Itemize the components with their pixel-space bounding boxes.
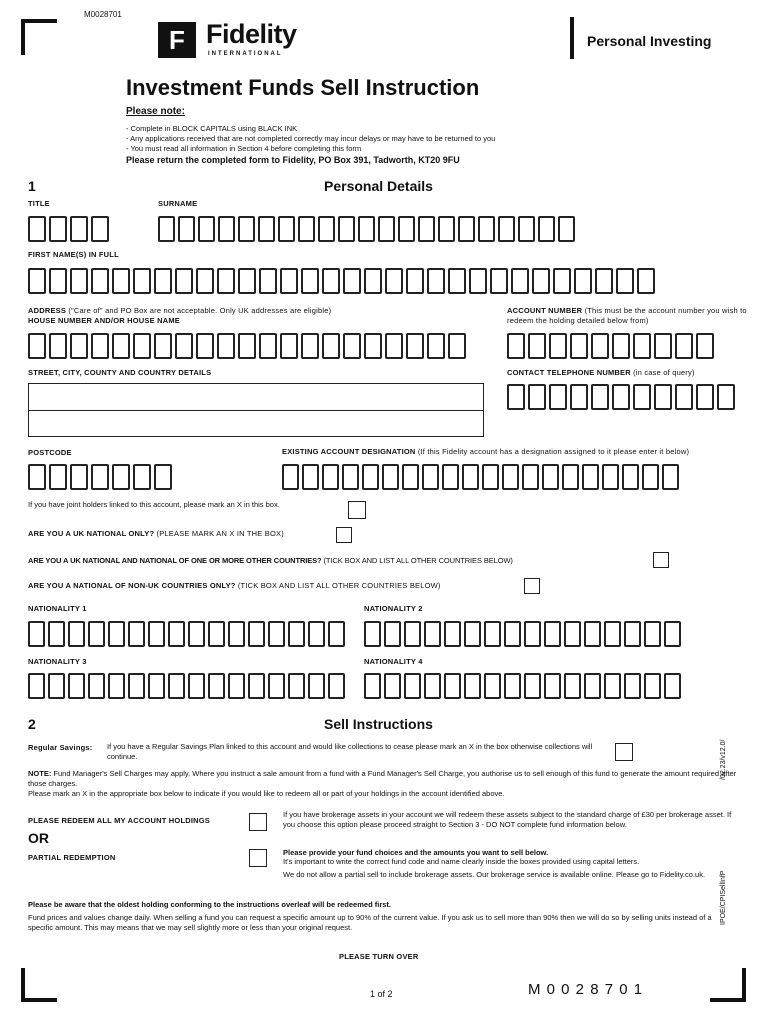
nationality-1-input[interactable] (28, 621, 348, 647)
address-label-note: ("Care of" and PO Box are not acceptable. Only UK addresses are eligible) (66, 306, 332, 315)
nationality-3-label: NATIONALITY 3 (28, 657, 87, 666)
surname-label: SURNAME (158, 199, 198, 208)
joint-holders-text: If you have joint holders linked to this account, please mark an X in this box. (28, 500, 280, 509)
account-label-note: (This must be the account number you wish to redeem the holding detailed below from) (507, 306, 747, 325)
mark-box-text: Please mark an X in the appropriate box below to indicate if you would like to redeem all or part of your holdings in the account identified above. (28, 789, 505, 798)
account-number-label (507, 306, 747, 326)
phone-label-bold: CONTACT TELEPHONE NUMBER (507, 368, 631, 377)
street-label: STREET, CITY, COUNTY AND COUNTRY DETAILS (28, 368, 212, 377)
nationality-1-label: NATIONALITY 1 (28, 604, 87, 613)
partial-text-2: We do not allow a partial sell to include brokerage assets. Our brokerage service is available online. Please go to Fidelity.co.uk. (283, 870, 706, 879)
side-code-1: /02.23/v12.0/ (720, 739, 727, 780)
nationality-2-input[interactable] (364, 621, 684, 647)
nationality-4-label: NATIONALITY 4 (364, 657, 423, 666)
corner-mark-top-left (21, 19, 57, 55)
street-input[interactable] (28, 383, 484, 437)
or-label: OR (28, 830, 49, 846)
regular-savings-text: If you have a Regular Savings Plan linked to this account and would like collections to cease please mark an X in the box otherwise collections will continue. (107, 742, 593, 761)
uk-only-bold: ARE YOU A UK NATIONAL ONLY? (28, 529, 155, 538)
first-names-input[interactable] (28, 268, 658, 294)
address-label (28, 306, 488, 315)
fidelity-logo (158, 19, 298, 60)
note-heading: Please note: (126, 106, 185, 117)
partial-text-1: It's important to write the correct fund code and name clearly inside the boxes provided using capital letters. (283, 857, 640, 866)
redeem-all-label: PLEASE REDEEM ALL MY ACCOUNT HOLDINGS (28, 816, 210, 825)
return-address: Please return the completed form to Fidelity, PO Box 391, Tadworth, KT20 9FU (126, 155, 460, 165)
note-line-1: - Complete in BLOCK CAPITALS using BLACK INK (126, 124, 298, 133)
corner-mark-bottom-right (710, 968, 746, 1002)
sell-charges-note (28, 769, 744, 789)
regular-savings-label: Regular Savings: (28, 743, 93, 752)
designation-label-bold: EXISTING ACCOUNT DESIGNATION (282, 447, 416, 456)
uk-only-note: (PLEASE MARK AN X IN THE BOX) (154, 529, 284, 538)
partial-redemption-checkbox[interactable] (249, 849, 267, 867)
nationality-3-input[interactable] (28, 673, 348, 699)
nationality-4-input[interactable] (364, 673, 684, 699)
address-label-bold: ADDRESS (28, 306, 67, 315)
account-label-bold: ACCOUNT NUMBER (507, 306, 583, 315)
personal-investing-label: Personal Investing (587, 33, 712, 49)
note-line-3: - You must read all information in Section 4 before completing this form (126, 144, 362, 153)
house-input[interactable] (28, 333, 469, 359)
first-names-label: FIRST NAME(S) IN FULL (28, 250, 119, 259)
note-text: Fund Manager's Sell Charges may apply. Where you instruct a sale amount from a fund with a Fund Manager's Sell Charge, you authorise us to sell enough of this fund to generate the amount required after those charges. (28, 769, 737, 788)
partial-redemption-label: PARTIAL REDEMPTION (28, 853, 116, 862)
fidelity-wordmark-sub: INTERNATIONAL (208, 51, 283, 57)
uk-and-other-checkbox[interactable] (653, 552, 669, 568)
doc-ref-bottom: M 0 0 2 8 7 0 1 (528, 981, 644, 998)
side-code-2: IPOE/CPISellInfP (720, 870, 727, 925)
uk-and-other-question (28, 556, 513, 565)
house-label: HOUSE NUMBER AND/OR HOUSE NAME (28, 316, 180, 325)
section-1-title: Personal Details (324, 178, 433, 194)
designation-label-note: (If this Fidelity account has a designation assigned to it please enter it below) (415, 447, 690, 456)
title-label: TITLE (28, 199, 50, 208)
oldest-holding-text: Please be aware that the oldest holding conforming to the instructions overleaf will be redeemed first. (28, 900, 391, 909)
uk-and-other-bold: ARE YOU A UK NATIONAL AND NATIONAL OF ONE OR MORE OTHER COUNTRIES? (28, 556, 322, 565)
corner-mark-top-right (570, 17, 574, 59)
uk-only-question (28, 529, 284, 538)
non-uk-note: (TICK BOX AND LIST ALL OTHER COUNTRIES BELOW) (235, 581, 441, 590)
postcode-label: POSTCODE (28, 448, 72, 457)
doc-ref-top: M0028701 (84, 10, 122, 19)
section-1-number: 1 (28, 178, 36, 194)
fidelity-wordmark: Fidelity (206, 19, 297, 49)
title-input[interactable] (28, 216, 112, 242)
nationality-2-label: NATIONALITY 2 (364, 604, 423, 613)
page-number: 1 of 2 (370, 989, 393, 999)
non-uk-bold: ARE YOU A NATIONAL OF NON-UK COUNTRIES ONLY? (28, 581, 236, 590)
regular-savings-checkbox[interactable] (615, 743, 633, 761)
note-line-2: - Any applications received that are not completed correctly may incur delays or may have to be returned to you (126, 134, 496, 143)
section-2-title: Sell Instructions (324, 716, 433, 732)
uk-and-other-note: (TICK BOX AND LIST ALL OTHER COUNTRIES BELOW) (321, 556, 513, 565)
fund-prices-text: Fund prices and values change daily. When selling a fund you can request a specific amount up to 90% of the current value. If you ask us to sell more than 90% then we will do so by selling units instead of a specific amount. This may means that we may sell slightly more or less than your original request. (28, 913, 712, 932)
page-title: Investment Funds Sell Instruction (126, 75, 480, 100)
designation-label (282, 447, 762, 456)
surname-input[interactable] (158, 216, 578, 242)
non-uk-checkbox[interactable] (524, 578, 540, 594)
non-uk-question (28, 581, 441, 590)
please-turn-over: PLEASE TURN OVER (339, 952, 419, 961)
designation-input[interactable] (282, 464, 682, 490)
phone-input[interactable] (507, 384, 738, 410)
uk-only-checkbox[interactable] (336, 527, 352, 543)
section-2-number: 2 (28, 716, 36, 732)
postcode-input[interactable] (28, 464, 175, 490)
corner-mark-bottom-left (21, 968, 57, 1002)
phone-label (507, 368, 695, 377)
phone-label-note: (in case of query) (630, 368, 695, 377)
note-bold: NOTE: (28, 769, 52, 778)
redeem-all-checkbox[interactable] (249, 813, 267, 831)
fidelity-logo-icon: F (158, 22, 196, 58)
account-number-input[interactable] (507, 333, 717, 359)
joint-holders-checkbox[interactable] (348, 501, 366, 519)
partial-bold-text: Please provide your fund choices and the amounts you want to sell below. (283, 848, 549, 857)
redeem-all-text: If you have brokerage assets in your account we will redeem these assets subject to the standard charge of £30 per brokerage asset. If you choose this option please proceed straight to Section 3 - DO NOT complete fund information below. (283, 810, 732, 829)
